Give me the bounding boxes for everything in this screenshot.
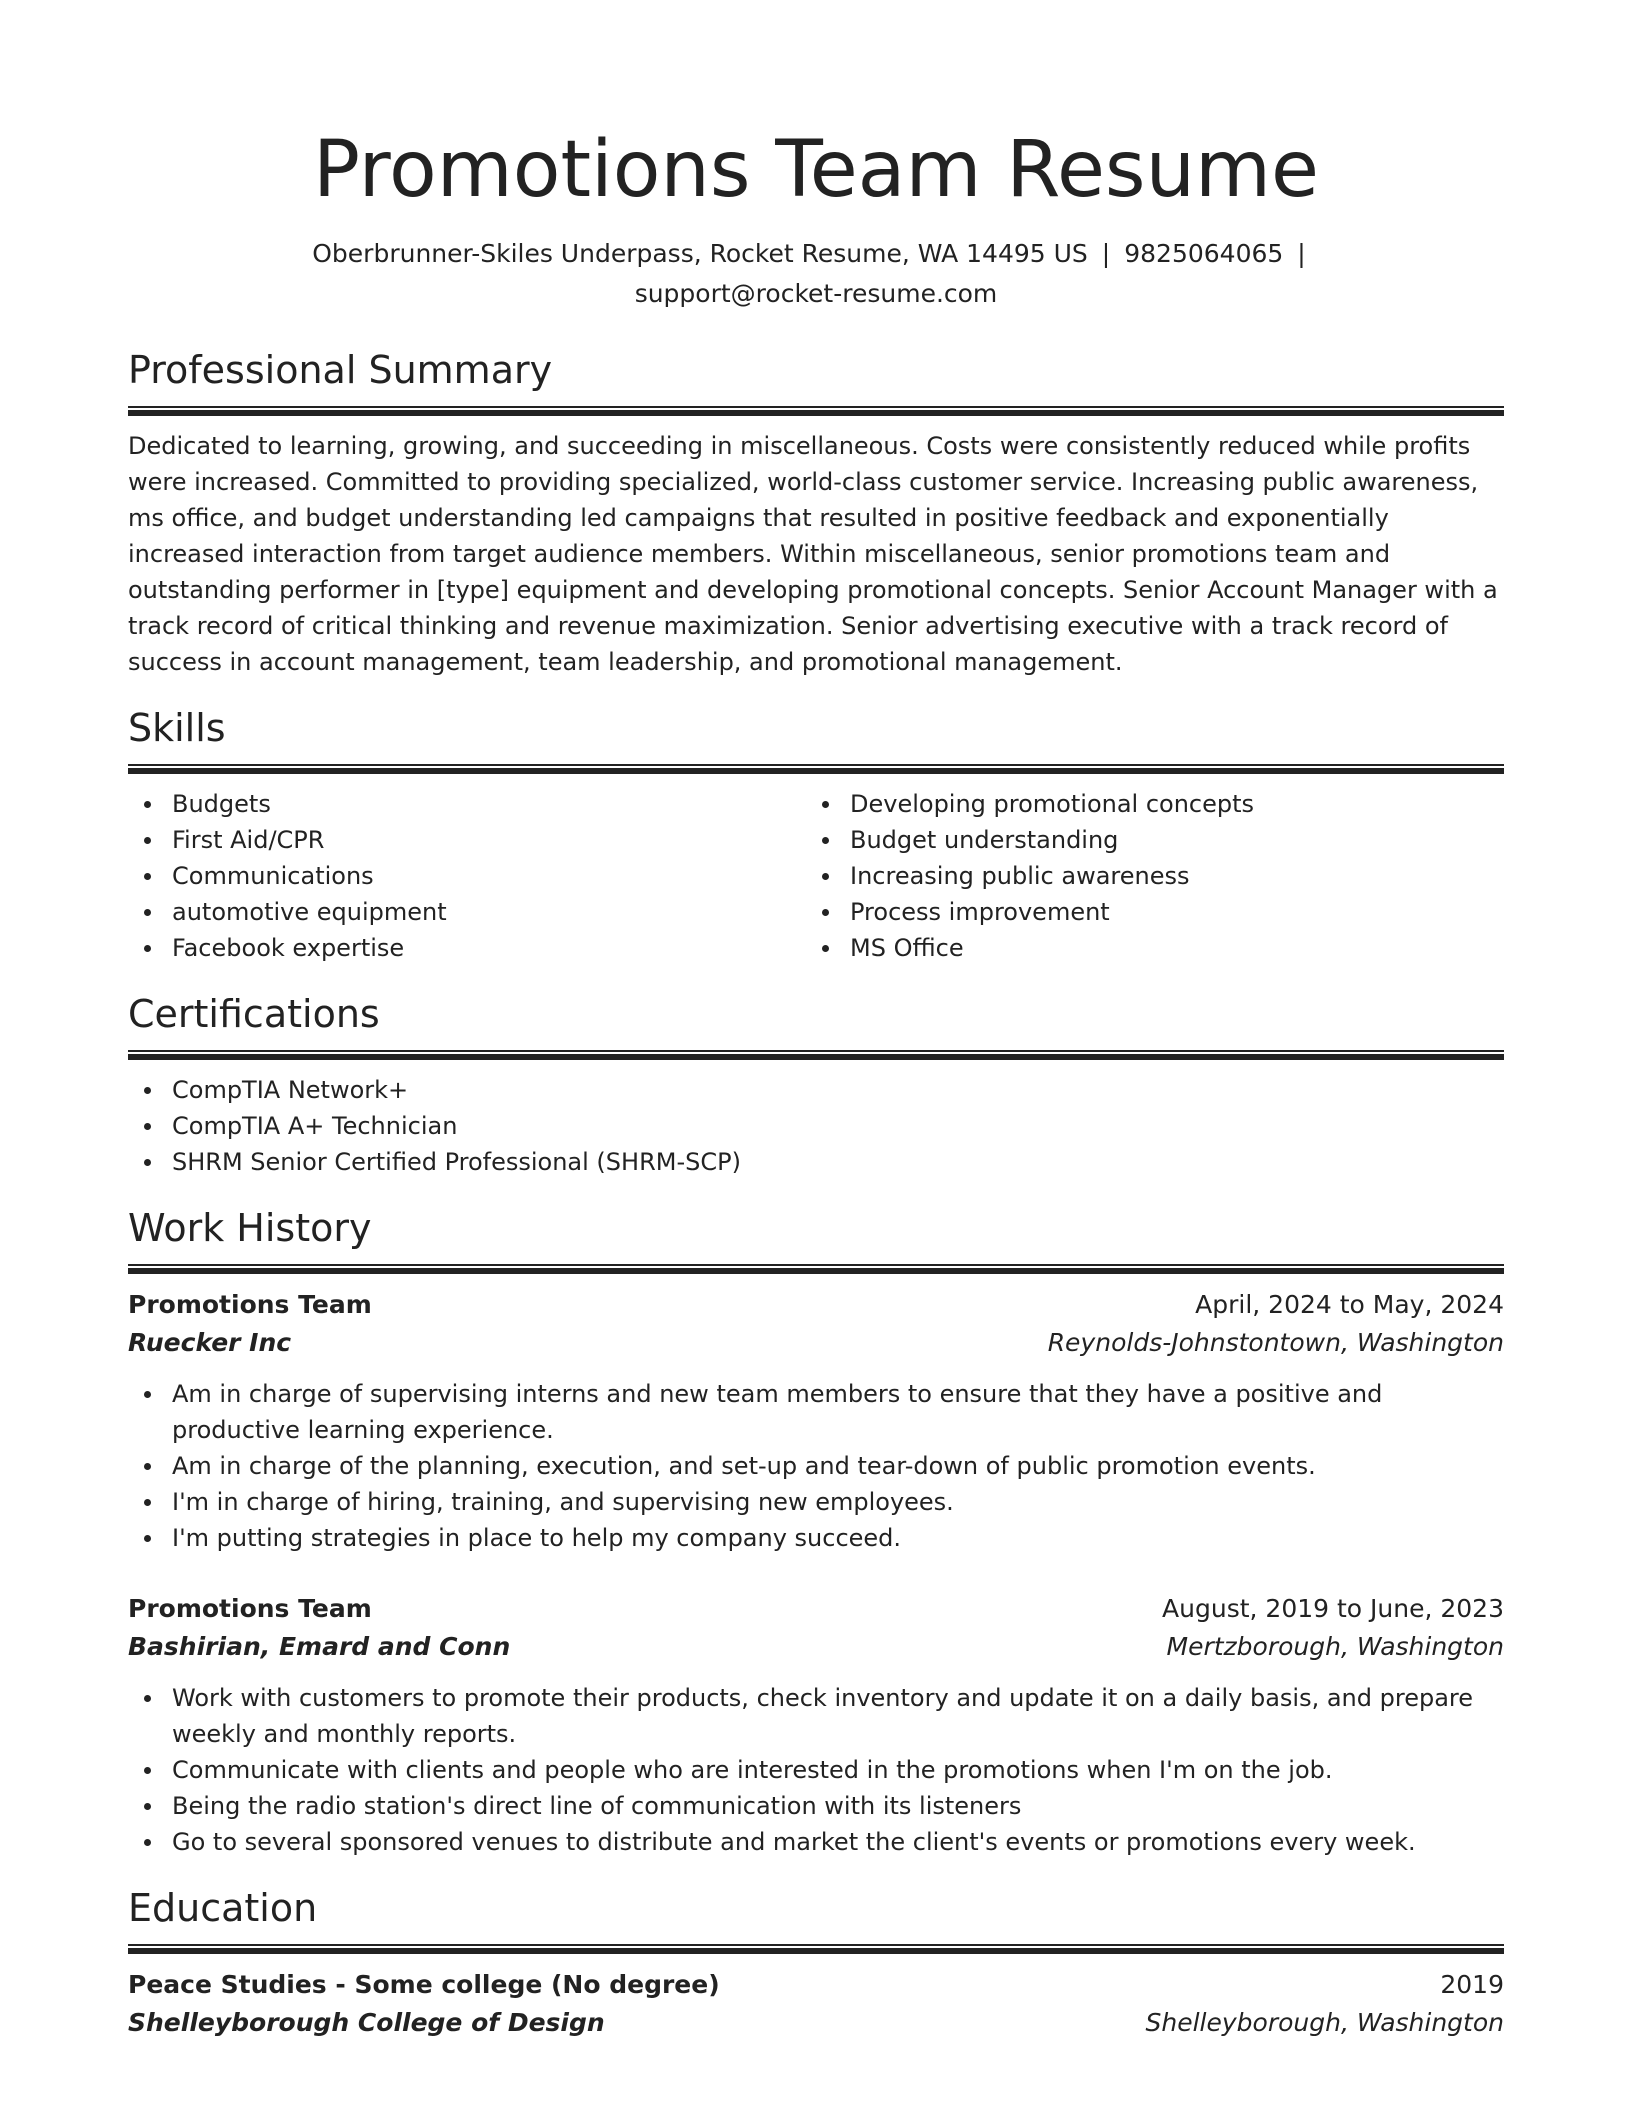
- skill-item: Budget understanding: [806, 822, 1484, 858]
- education-school: Shelleyborough College of Design: [128, 2008, 605, 2037]
- job-dates: August, 2019 to June, 2023: [1162, 1594, 1504, 1623]
- certification-item: CompTIA A+ Technician: [128, 1108, 1504, 1144]
- job-duty-item: I'm in charge of hiring, training, and supervising new employees.: [128, 1484, 1504, 1520]
- resume-page: [128, 0, 1504, 2042]
- skills-section: [128, 702, 1504, 966]
- section-title-skills: Skills: [128, 706, 226, 750]
- contact-email[interactable]: support@rocket-resume.com: [634, 279, 998, 308]
- certifications-section: [128, 988, 1504, 1180]
- job-title: Promotions Team: [128, 1290, 372, 1319]
- section-title-certifications: Certifications: [128, 992, 380, 1036]
- section-title-work-history: Work History: [128, 1206, 372, 1250]
- job-company-row: [128, 1324, 1504, 1362]
- section-divider: [128, 1264, 1504, 1274]
- education-school-row: [128, 2004, 1504, 2042]
- skills-list-left: [128, 786, 806, 966]
- job-duty-item: Work with customers to promote their products, check inventory and update it on a daily basis, and prepare weekly and monthly reports.: [128, 1680, 1504, 1752]
- education-location: Shelleyborough, Washington: [1145, 2008, 1504, 2037]
- job-entry: [128, 1286, 1504, 1556]
- job-duty-item: Go to several sponsored venues to distribute and market the client's events or promotions every week.: [128, 1824, 1504, 1860]
- skill-item: Developing promotional concepts: [806, 786, 1484, 822]
- job-location: Mertzborough, Washington: [1166, 1632, 1504, 1661]
- resume-title: Promotions Team Resume: [313, 125, 1319, 215]
- skill-item: Increasing public awareness: [806, 858, 1484, 894]
- job-title: Promotions Team: [128, 1594, 372, 1623]
- job-duties-list: [128, 1376, 1504, 1556]
- section-title-summary: Professional Summary: [128, 348, 553, 392]
- job-duty-item: Am in charge of supervising interns and new team members to ensure that they have a positive and productive learning experience.: [128, 1376, 1504, 1448]
- section-divider: [128, 764, 1504, 774]
- contact-address: Oberbrunner-Skiles Underpass, Rocket Resume, WA 14495 US: [312, 239, 1088, 268]
- job-duty-item: Am in charge of the planning, execution, and set-up and tear-down of public promotion events.: [128, 1448, 1504, 1484]
- skill-item: Budgets: [128, 786, 806, 822]
- summary-text: Dedicated to learning, growing, and succeeding in miscellaneous. Costs were consistently reduced while profits were increased. Committed to providing specialized, world-class customer service. Increasing public awareness, ms office, and budget understanding led campaigns that resulted in positive feedback and exponentially increased interaction from target audience members. Within miscellaneous, senior promotions team and outstanding performer in [type] equipment and developing promotional concepts. Senior Account Manager with a track record of critical thinking and revenue maximization. Senior advertising executive with a track record of success in account management, team leadership, and promotional management.: [128, 432, 1498, 676]
- certification-item: SHRM Senior Certified Professional (SHRM-SCP): [128, 1144, 1504, 1180]
- skill-item: Facebook expertise: [128, 930, 806, 966]
- job-company-row: [128, 1628, 1504, 1666]
- education-year: 2019: [1440, 1970, 1504, 1999]
- contact-info: [128, 234, 1504, 314]
- skill-item: First Aid/CPR: [128, 822, 806, 858]
- contact-separator: |: [1101, 239, 1111, 268]
- section-divider: [128, 1050, 1504, 1060]
- education-degree: Peace Studies - Some college (No degree): [128, 1970, 720, 1999]
- job-duty-item: I'm putting strategies in place to help my company succeed.: [128, 1520, 1504, 1556]
- certifications-list: [128, 1072, 1504, 1180]
- section-title-education: Education: [128, 1886, 318, 1930]
- skills-list-right: [806, 786, 1484, 966]
- skills-grid: [128, 786, 1504, 966]
- job-duty-item: Communicate with clients and people who are interested in the promotions when I'm on the job.: [128, 1752, 1504, 1788]
- education-section: [128, 1882, 1504, 2042]
- contact-phone: 9825064065: [1124, 239, 1284, 268]
- section-divider: [128, 406, 1504, 416]
- job-header-row: [128, 1286, 1504, 1324]
- skill-item: Process improvement: [806, 894, 1484, 930]
- certification-item: CompTIA Network+: [128, 1072, 1504, 1108]
- job-duties-list: [128, 1680, 1504, 1860]
- job-header-row: [128, 1590, 1504, 1628]
- summary-section: [128, 344, 1504, 680]
- job-location: Reynolds-Johnstontown, Washington: [1047, 1328, 1504, 1357]
- job-company: Bashirian, Emard and Conn: [128, 1632, 511, 1661]
- job-dates: April, 2024 to May, 2024: [1195, 1290, 1504, 1319]
- work-history-section: [128, 1202, 1504, 1860]
- skill-item: automotive equipment: [128, 894, 806, 930]
- skill-item: Communications: [128, 858, 806, 894]
- job-entry: [128, 1590, 1504, 1860]
- education-degree-row: [128, 1966, 1504, 2004]
- job-company: Ruecker Inc: [128, 1328, 292, 1357]
- job-duty-item: Being the radio station's direct line of communication with its listeners: [128, 1788, 1504, 1824]
- section-divider: [128, 1944, 1504, 1954]
- contact-separator: |: [1297, 239, 1306, 268]
- skill-item: MS Office: [806, 930, 1484, 966]
